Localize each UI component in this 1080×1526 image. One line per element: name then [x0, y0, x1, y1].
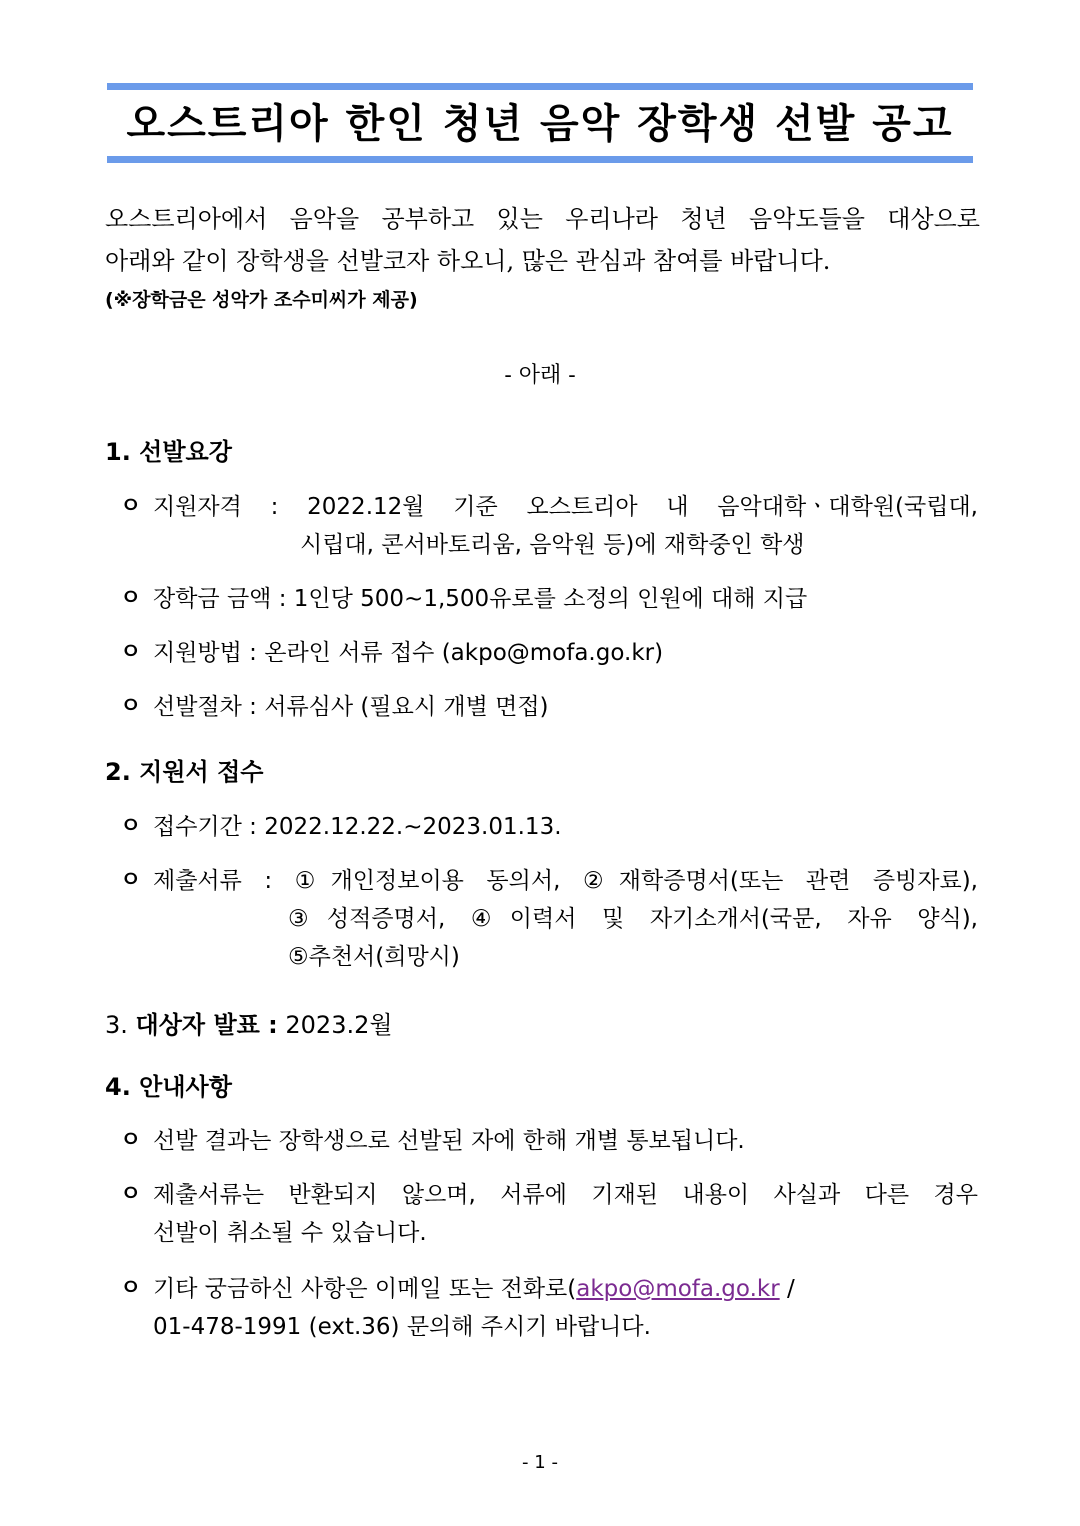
bullet-icon: ㅇ [120, 586, 142, 611]
amount-text: 장학금 금액 : 1인당 500~1,500유로를 소정의 인원에 대해 지급 [153, 586, 808, 612]
contact-line-2: 01-478-1991 (ext.36) 문의해 주시기 바랍니다. [153, 1314, 651, 1340]
bullet-icon: ㅇ [120, 1276, 142, 1301]
section-2-heading: 2. 지원서 접수 [105, 758, 264, 786]
contact-suffix: / [779, 1276, 795, 1302]
eligibility-line-2: 시립대, 콘서바토리움, 음악원 등)에 재학중인 학생 [300, 532, 805, 558]
documents-return-line-1: 제출서류는 반환되지 않으며, 서류에 기재된 내용이 사실과 다른 경우 [153, 1182, 978, 1208]
bullet-icon: ㅇ [120, 694, 142, 719]
eligibility-line-1: 지원자격 : 2022.12월 기준 오스트리아 내 음악대학ㆍ대학원(국립대, [153, 494, 978, 520]
contact-prefix: 기타 궁금하신 사항은 이메일 또는 전화로( [153, 1276, 577, 1302]
period-text: 접수기간 : 2022.12.22.~2023.01.13. [153, 814, 562, 840]
documents-return-line-2: 선발이 취소될 수 있습니다. [153, 1220, 427, 1246]
bullet-icon: ㅇ [120, 814, 142, 839]
list-item-documents-return [120, 1176, 980, 1256]
section-3-heading [105, 1008, 393, 1042]
section-4-heading: 4. 안내사항 [105, 1073, 232, 1101]
section-3-label: 대상자 발표 : [135, 1011, 278, 1039]
documents-line-2: ③성적증명서, ④이력서 및 자기소개서(국문, 자유 양식), [288, 906, 978, 932]
documents-line-3: ⑤추천서(희망시) [288, 944, 460, 970]
list-item-contact [120, 1270, 980, 1350]
list-item-documents [120, 862, 980, 982]
contact-line-1 [153, 1270, 795, 1308]
sponsor-note: (※장학금은 성악가 조수미씨가 제공) [105, 289, 418, 311]
title-top-rule [107, 83, 973, 90]
method-text: 지원방법 : 온라인 서류 접수 (akpo@mofa.go.kr) [153, 640, 664, 666]
documents-line-1: 제출서류 : ①개인정보이용 동의서, ②재학증명서(또는 관련 증빙자료), [153, 868, 978, 894]
bullet-icon: ㅇ [120, 640, 142, 665]
section-3-value: 2023.2월 [277, 1011, 393, 1039]
section-1-heading: 1. 선발요강 [105, 438, 232, 466]
bullet-icon: ㅇ [120, 1128, 142, 1153]
contact-email-link[interactable]: akpo@mofa.go.kr [576, 1276, 780, 1302]
title-bottom-rule [107, 156, 973, 163]
bullet-icon: ㅇ [120, 868, 142, 893]
page-title: 오스트리아 한인 청년 음악 장학생 선발 공고 [126, 101, 954, 147]
page-number: - 1 - [522, 1452, 558, 1473]
arae-heading: - 아래 - [504, 363, 576, 388]
result-notice-text: 선발 결과는 장학생으로 선발된 자에 한해 개별 통보됩니다. [153, 1128, 745, 1154]
intro-line-1: 오스트리아에서 음악을 공부하고 있는 우리나라 청년 음악도들을 대상으로 [105, 205, 980, 233]
procedure-text: 선발절차 : 서류심사 (필요시 개별 면접) [153, 694, 549, 720]
intro-line-2: 아래와 같이 장학생을 선발코자 하오니, 많은 관심과 참여를 바랍니다. [105, 247, 831, 275]
list-item-eligibility [120, 488, 980, 568]
bullet-icon: ㅇ [120, 494, 142, 519]
bullet-icon: ㅇ [120, 1182, 142, 1207]
section-3-number: 3. [105, 1011, 136, 1039]
